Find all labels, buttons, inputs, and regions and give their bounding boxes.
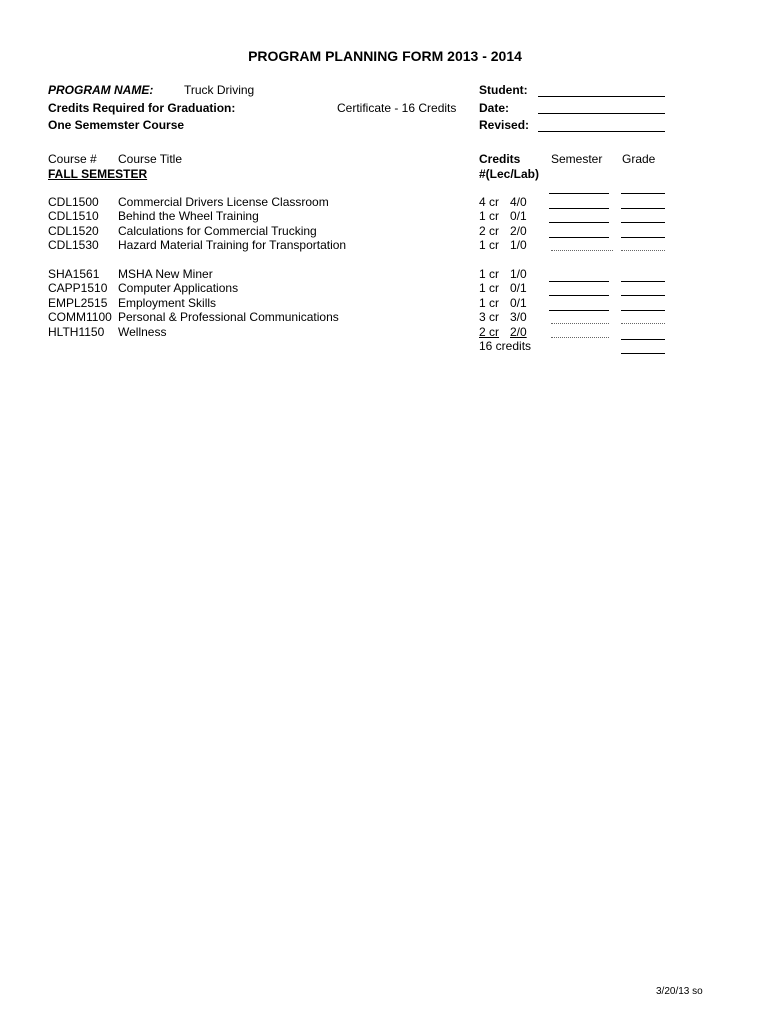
total-credits: 16 credits — [479, 339, 532, 353]
course-credits: 1 cr — [479, 267, 500, 281]
course-credits: 2 cr — [479, 325, 500, 339]
course-code: SHA1561 — [48, 267, 100, 281]
semester-field[interactable] — [549, 193, 609, 194]
course-lec-lab: 1/0 — [510, 238, 527, 252]
semester-field[interactable] — [549, 310, 609, 311]
course-code: CDL1510 — [48, 209, 99, 223]
student-field[interactable] — [538, 96, 665, 97]
course-title: Personal & Professional Communications — [118, 310, 339, 324]
col-semester: Semester — [551, 152, 603, 166]
course-lec-lab: 1/0 — [510, 267, 527, 281]
semester-field[interactable] — [549, 222, 609, 223]
course-code: CDL1530 — [48, 238, 99, 252]
course-title: Employment Skills — [118, 296, 217, 310]
revised-label: Revised: — [479, 118, 530, 132]
course-title: Hazard Material Training for Transportation — [118, 238, 347, 252]
footer-date: 3/20/13 so — [656, 986, 703, 997]
course-lec-lab: 4/0 — [510, 195, 527, 209]
course-title: Calculations for Commercial Trucking — [118, 224, 317, 238]
grade-field[interactable] — [621, 250, 665, 251]
grade-field[interactable] — [621, 208, 665, 209]
course-lec-lab: 3/0 — [510, 310, 527, 324]
page-title: PROGRAM PLANNING FORM 2013 - 2014 — [248, 48, 522, 64]
course-code: CAPP1510 — [48, 281, 108, 295]
course-credits: 1 cr — [479, 281, 500, 295]
semester-field[interactable] — [549, 237, 609, 238]
course-lec-lab: 2/0 — [510, 224, 527, 238]
course-code: COMM1100 — [48, 310, 112, 324]
course-lec-lab: 0/1 — [510, 296, 527, 310]
course-credits: 3 cr — [479, 310, 500, 324]
course-title: MSHA New Miner — [118, 267, 213, 281]
course-title: Wellness — [118, 325, 167, 339]
col-grade: Grade — [622, 152, 656, 166]
semester-field[interactable] — [551, 250, 613, 251]
program-name-label: PROGRAM NAME: — [48, 83, 154, 97]
date-field[interactable] — [538, 113, 665, 114]
student-label: Student: — [479, 83, 528, 97]
semester-field[interactable] — [549, 281, 609, 282]
course-lec-lab: 2/0 — [510, 325, 527, 339]
grade-field[interactable] — [621, 237, 665, 238]
course-code: EMPL2515 — [48, 296, 108, 310]
col-course-title: Course Title — [118, 152, 183, 166]
course-title: Commercial Drivers License Classroom — [118, 195, 329, 209]
semester-field[interactable] — [549, 295, 609, 296]
section-heading: FALL SEMESTER — [48, 167, 148, 181]
credits-required-label: Credits Required for Graduation: — [48, 101, 236, 115]
grade-field[interactable] — [621, 323, 665, 324]
course-lec-lab: 0/1 — [510, 209, 527, 223]
program-name-value: Truck Driving — [184, 83, 255, 97]
grade-field[interactable] — [621, 295, 665, 296]
course-title: Behind the Wheel Training — [118, 209, 259, 223]
grade-field[interactable] — [621, 222, 665, 223]
course-lec-lab: 0/1 — [510, 281, 527, 295]
date-label: Date: — [479, 101, 510, 115]
grade-field[interactable] — [621, 281, 665, 282]
col-credits: Credits — [479, 152, 521, 166]
col-course-num: Course # — [48, 152, 97, 166]
grade-field[interactable] — [621, 353, 665, 354]
grade-field[interactable] — [621, 310, 665, 311]
semester-field[interactable] — [551, 337, 609, 338]
course-credits: 1 cr — [479, 296, 500, 310]
grade-field[interactable] — [621, 193, 665, 194]
course-title: Computer Applications — [118, 281, 239, 295]
col-lec-lab: #(Lec/Lab) — [479, 167, 540, 181]
course-credits: 4 cr — [479, 195, 500, 209]
course-code: CDL1500 — [48, 195, 99, 209]
course-credits: 1 cr — [479, 238, 500, 252]
credits-required-value: Certificate - 16 Credits — [337, 101, 457, 115]
grade-field[interactable] — [621, 339, 665, 340]
course-code: HLTH1150 — [48, 325, 105, 339]
semester-field[interactable] — [551, 323, 609, 324]
course-credits: 1 cr — [479, 209, 500, 223]
course-type: One Sememster Course — [48, 118, 185, 132]
course-credits: 2 cr — [479, 224, 500, 238]
semester-field[interactable] — [549, 208, 609, 209]
course-code: CDL1520 — [48, 224, 99, 238]
revised-field[interactable] — [538, 131, 665, 132]
